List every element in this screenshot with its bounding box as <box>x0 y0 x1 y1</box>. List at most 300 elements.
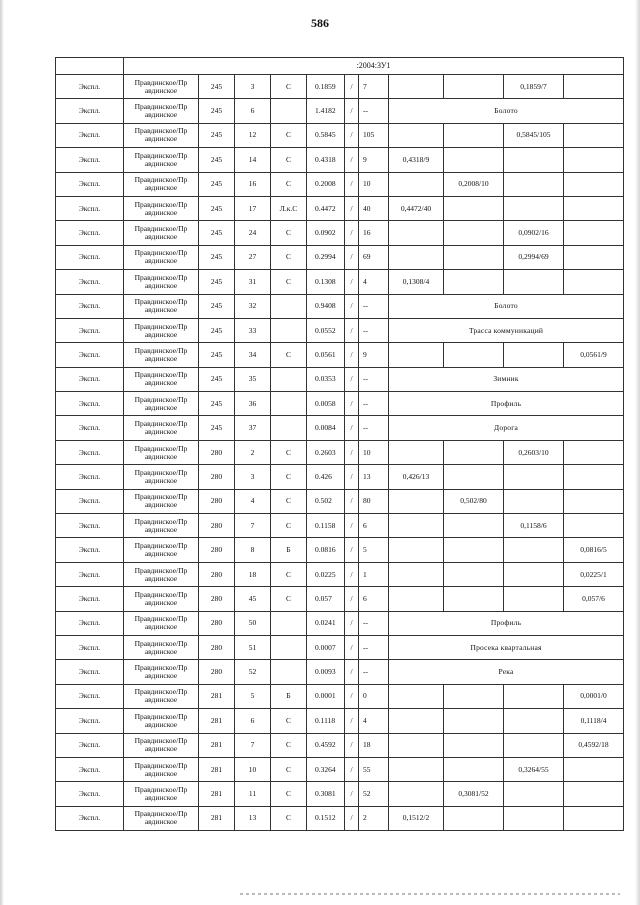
cell-value-col3 <box>504 148 564 172</box>
cell-value-col4: 0,0225/1 <box>564 562 624 586</box>
cell-value-col1: 0,4472/40 <box>389 196 444 220</box>
cell-note: Трасса коммуникаций <box>389 318 624 342</box>
cell-category: С <box>271 733 307 757</box>
table-row <box>56 684 624 708</box>
cell-forestry: Правдинское/Пр авдинское <box>124 221 199 245</box>
cell-category <box>271 99 307 123</box>
table-row <box>56 75 624 99</box>
cell-value-col3 <box>504 806 564 830</box>
cell-area: 0.4472 <box>307 196 345 220</box>
table-row <box>56 270 624 294</box>
table-row <box>56 392 624 416</box>
cell-category <box>271 635 307 659</box>
cell-value-col1 <box>389 684 444 708</box>
cell-value-col1: 0,426/13 <box>389 465 444 489</box>
cell-count: 52 <box>359 782 389 806</box>
cell-count: 4 <box>359 709 389 733</box>
cell-value-col3 <box>504 782 564 806</box>
table-row <box>56 440 624 464</box>
cell-separator: / <box>345 733 359 757</box>
cell-area: 0.0001 <box>307 684 345 708</box>
cell-category: Л.к.С <box>271 196 307 220</box>
cell-separator: / <box>345 684 359 708</box>
table-row <box>56 660 624 684</box>
table-row <box>56 806 624 830</box>
cell-value-col3 <box>504 196 564 220</box>
table-row <box>56 733 624 757</box>
cell-value-col4 <box>564 489 624 513</box>
table-row <box>56 538 624 562</box>
cell-category: С <box>271 172 307 196</box>
cell-area: 0.2008 <box>307 172 345 196</box>
table-row <box>56 343 624 367</box>
cell-area: 0.0552 <box>307 318 345 342</box>
cell-value-col3 <box>504 684 564 708</box>
cell-area: 0.3081 <box>307 782 345 806</box>
cell-usage-type: Экспл. <box>56 489 124 513</box>
cell-value-col1 <box>389 245 444 269</box>
cell-area: 0.502 <box>307 489 345 513</box>
cell-value-col1 <box>389 489 444 513</box>
cell-value-col1: 0,4318/9 <box>389 148 444 172</box>
forest-parcel-table <box>55 57 624 831</box>
cell-kvartal: 280 <box>199 440 235 464</box>
scan-edge-left <box>0 0 4 905</box>
cell-separator: / <box>345 440 359 464</box>
cell-category: Б <box>271 538 307 562</box>
cell-value-col2 <box>444 123 504 147</box>
cell-category: С <box>271 270 307 294</box>
cell-area: 0.0241 <box>307 611 345 635</box>
cell-value-col1 <box>389 440 444 464</box>
cell-value-col2 <box>444 343 504 367</box>
cell-value-col3 <box>504 733 564 757</box>
cell-vydel: 3 <box>235 465 271 489</box>
cell-forestry: Правдинское/Пр авдинское <box>124 196 199 220</box>
cell-value-col4 <box>564 440 624 464</box>
cell-value-col3: 0,0902/16 <box>504 221 564 245</box>
cell-usage-type: Экспл. <box>56 294 124 318</box>
table-row <box>56 757 624 781</box>
table-row <box>56 514 624 538</box>
table-row <box>56 172 624 196</box>
cell-count: -- <box>359 318 389 342</box>
cell-usage-type: Экспл. <box>56 440 124 464</box>
cell-kvartal: 245 <box>199 294 235 318</box>
cell-value-col1: 0,1308/4 <box>389 270 444 294</box>
cell-kvartal: 245 <box>199 392 235 416</box>
cell-usage-type: Экспл. <box>56 782 124 806</box>
cell-forestry: Правдинское/Пр авдинское <box>124 75 199 99</box>
cell-forestry: Правдинское/Пр авдинское <box>124 538 199 562</box>
cell-value-col4: 0,0001/0 <box>564 684 624 708</box>
cell-value-col1: 0,1512/2 <box>389 806 444 830</box>
table-row <box>56 782 624 806</box>
cell-value-col2: 0,2008/10 <box>444 172 504 196</box>
cell-count: 9 <box>359 148 389 172</box>
cell-count: -- <box>359 392 389 416</box>
cell-vydel: 35 <box>235 367 271 391</box>
cell-usage-type: Экспл. <box>56 148 124 172</box>
cell-usage-type: Экспл. <box>56 123 124 147</box>
cell-usage-type: Экспл. <box>56 611 124 635</box>
cell-forestry: Правдинское/Пр авдинское <box>124 587 199 611</box>
cell-separator: / <box>345 538 359 562</box>
cell-value-col4 <box>564 806 624 830</box>
cell-note: Болото <box>389 99 624 123</box>
cell-kvartal: 281 <box>199 757 235 781</box>
cell-vydel: 13 <box>235 806 271 830</box>
cell-value-col3 <box>504 270 564 294</box>
cell-count: 7 <box>359 75 389 99</box>
cell-usage-type: Экспл. <box>56 75 124 99</box>
cell-value-col4 <box>564 172 624 196</box>
cell-vydel: 5 <box>235 684 271 708</box>
cell-usage-type: Экспл. <box>56 343 124 367</box>
cell-vydel: 4 <box>235 489 271 513</box>
cell-category: С <box>271 221 307 245</box>
cell-value-col2: 0,3081/52 <box>444 782 504 806</box>
cell-kvartal: 281 <box>199 733 235 757</box>
cell-forestry: Правдинское/Пр авдинское <box>124 318 199 342</box>
scan-artifact <box>240 893 620 895</box>
cell-forestry: Правдинское/Пр авдинское <box>124 782 199 806</box>
cell-usage-type: Экспл. <box>56 318 124 342</box>
cell-forestry: Правдинское/Пр авдинское <box>124 465 199 489</box>
cell-usage-type: Экспл. <box>56 392 124 416</box>
cell-value-col1 <box>389 562 444 586</box>
cell-category: С <box>271 123 307 147</box>
cell-area: 0.4592 <box>307 733 345 757</box>
cell-value-col3 <box>504 489 564 513</box>
cell-area: 0.0353 <box>307 367 345 391</box>
cell-value-col2 <box>444 757 504 781</box>
table-header-title: :2004:ЗУ1 <box>124 58 624 75</box>
cell-value-col4 <box>564 245 624 269</box>
cell-value-col4: 0,057/6 <box>564 587 624 611</box>
cell-category: С <box>271 709 307 733</box>
cell-separator: / <box>345 514 359 538</box>
cell-separator: / <box>345 196 359 220</box>
cell-area: 0.3264 <box>307 757 345 781</box>
cell-forestry: Правдинское/Пр авдинское <box>124 684 199 708</box>
cell-vydel: 50 <box>235 611 271 635</box>
cell-value-col2 <box>444 270 504 294</box>
cell-count: 0 <box>359 684 389 708</box>
cell-category: С <box>271 562 307 586</box>
cell-count: 5 <box>359 538 389 562</box>
cell-category: С <box>271 489 307 513</box>
cell-value-col4 <box>564 270 624 294</box>
cell-separator: / <box>345 270 359 294</box>
cell-usage-type: Экспл. <box>56 684 124 708</box>
cell-usage-type: Экспл. <box>56 465 124 489</box>
table-row <box>56 123 624 147</box>
cell-value-col2 <box>444 709 504 733</box>
cell-value-col1 <box>389 343 444 367</box>
cell-value-col3 <box>504 538 564 562</box>
cell-area: 0.2994 <box>307 245 345 269</box>
cell-vydel: 52 <box>235 660 271 684</box>
cell-vydel: 31 <box>235 270 271 294</box>
cell-value-col3: 0,1859/7 <box>504 75 564 99</box>
cell-usage-type: Экспл. <box>56 709 124 733</box>
cell-value-col3 <box>504 562 564 586</box>
cell-note: Дорога <box>389 416 624 440</box>
cell-separator: / <box>345 221 359 245</box>
cell-separator: / <box>345 148 359 172</box>
cell-kvartal: 280 <box>199 562 235 586</box>
cell-value-col3 <box>504 587 564 611</box>
cell-note: Профиль <box>389 611 624 635</box>
cell-category: С <box>271 245 307 269</box>
cell-count: 4 <box>359 270 389 294</box>
cell-usage-type: Экспл. <box>56 270 124 294</box>
cell-separator: / <box>345 294 359 318</box>
cell-category <box>271 294 307 318</box>
cell-value-col1 <box>389 123 444 147</box>
table-row <box>56 709 624 733</box>
cell-vydel: 8 <box>235 538 271 562</box>
cell-category <box>271 660 307 684</box>
cell-usage-type: Экспл. <box>56 538 124 562</box>
cell-count: -- <box>359 611 389 635</box>
cell-usage-type: Экспл. <box>56 172 124 196</box>
cell-vydel: 7 <box>235 514 271 538</box>
table-row <box>56 465 624 489</box>
cell-category: С <box>271 148 307 172</box>
cell-area: 0.4318 <box>307 148 345 172</box>
cell-kvartal: 245 <box>199 75 235 99</box>
cell-area: 0.1308 <box>307 270 345 294</box>
table-row <box>56 489 624 513</box>
cell-value-col2 <box>444 245 504 269</box>
cell-forestry: Правдинское/Пр авдинское <box>124 733 199 757</box>
cell-vydel: 7 <box>235 733 271 757</box>
cell-separator: / <box>345 99 359 123</box>
cell-value-col4 <box>564 514 624 538</box>
cell-usage-type: Экспл. <box>56 99 124 123</box>
cell-kvartal: 245 <box>199 221 235 245</box>
cell-category <box>271 367 307 391</box>
cell-count: -- <box>359 416 389 440</box>
cell-separator: / <box>345 123 359 147</box>
cell-count: 16 <box>359 221 389 245</box>
cell-value-col4 <box>564 221 624 245</box>
cell-category: С <box>271 465 307 489</box>
cell-kvartal: 245 <box>199 245 235 269</box>
page-number: 586 <box>311 16 329 30</box>
cell-vydel: 34 <box>235 343 271 367</box>
cell-vydel: 6 <box>235 99 271 123</box>
cell-vydel: 27 <box>235 245 271 269</box>
cell-kvartal: 280 <box>199 465 235 489</box>
cell-value-col2 <box>444 562 504 586</box>
cell-kvartal: 245 <box>199 318 235 342</box>
cell-category: С <box>271 440 307 464</box>
cell-kvartal: 245 <box>199 148 235 172</box>
cell-kvartal: 280 <box>199 587 235 611</box>
cell-value-col4: 0,1118/4 <box>564 709 624 733</box>
cell-note: Профиль <box>389 392 624 416</box>
table-row <box>56 318 624 342</box>
cell-value-col2: 0,502/80 <box>444 489 504 513</box>
cell-kvartal: 280 <box>199 611 235 635</box>
cell-vydel: 51 <box>235 635 271 659</box>
cell-value-col2 <box>444 733 504 757</box>
cell-forestry: Правдинское/Пр авдинское <box>124 148 199 172</box>
cell-note: Болото <box>389 294 624 318</box>
cell-vydel: 14 <box>235 148 271 172</box>
cell-count: 6 <box>359 514 389 538</box>
cell-category: С <box>271 75 307 99</box>
cell-forestry: Правдинское/Пр авдинское <box>124 294 199 318</box>
cell-forestry: Правдинское/Пр авдинское <box>124 562 199 586</box>
cell-usage-type: Экспл. <box>56 367 124 391</box>
cell-separator: / <box>345 416 359 440</box>
cell-area: 0.1859 <box>307 75 345 99</box>
cell-area: 0.0225 <box>307 562 345 586</box>
cell-separator: / <box>345 367 359 391</box>
cell-separator: / <box>345 782 359 806</box>
cell-note: Зимник <box>389 367 624 391</box>
cell-forestry: Правдинское/Пр авдинское <box>124 611 199 635</box>
cell-count: 2 <box>359 806 389 830</box>
cell-count: -- <box>359 635 389 659</box>
cell-separator: / <box>345 635 359 659</box>
cell-kvartal: 245 <box>199 343 235 367</box>
cell-area: 0.1158 <box>307 514 345 538</box>
cell-separator: / <box>345 318 359 342</box>
cell-value-col3 <box>504 172 564 196</box>
cell-value-col3: 0,3264/55 <box>504 757 564 781</box>
cell-kvartal: 281 <box>199 709 235 733</box>
cell-value-col1 <box>389 709 444 733</box>
cell-kvartal: 281 <box>199 806 235 830</box>
cell-kvartal: 280 <box>199 660 235 684</box>
cell-forestry: Правдинское/Пр авдинское <box>124 635 199 659</box>
cell-value-col1 <box>389 757 444 781</box>
cell-value-col1 <box>389 172 444 196</box>
cell-category: С <box>271 343 307 367</box>
cell-value-col1 <box>389 733 444 757</box>
cell-forestry: Правдинское/Пр авдинское <box>124 99 199 123</box>
cell-value-col2 <box>444 514 504 538</box>
cell-count: 80 <box>359 489 389 513</box>
cell-value-col3: 0,2603/10 <box>504 440 564 464</box>
cell-area: 0.1118 <box>307 709 345 733</box>
cell-usage-type: Экспл. <box>56 587 124 611</box>
cell-count: -- <box>359 294 389 318</box>
cell-separator: / <box>345 392 359 416</box>
cell-kvartal: 280 <box>199 489 235 513</box>
cell-separator: / <box>345 172 359 196</box>
cell-value-col2 <box>444 538 504 562</box>
cell-category <box>271 611 307 635</box>
cell-usage-type: Экспл. <box>56 196 124 220</box>
table-row <box>56 635 624 659</box>
cell-count: 105 <box>359 123 389 147</box>
cell-area: 0.0084 <box>307 416 345 440</box>
cell-usage-type: Экспл. <box>56 660 124 684</box>
cell-area: 0.0816 <box>307 538 345 562</box>
cell-category <box>271 392 307 416</box>
cell-area: 0.0007 <box>307 635 345 659</box>
cell-value-col1 <box>389 538 444 562</box>
cell-forestry: Правдинское/Пр авдинское <box>124 709 199 733</box>
table-row <box>56 294 624 318</box>
cell-vydel: 10 <box>235 757 271 781</box>
cell-usage-type: Экспл. <box>56 757 124 781</box>
cell-vydel: 45 <box>235 587 271 611</box>
cell-count: 10 <box>359 440 389 464</box>
cell-kvartal: 245 <box>199 270 235 294</box>
cell-forestry: Правдинское/Пр авдинское <box>124 270 199 294</box>
cell-count: 69 <box>359 245 389 269</box>
table-row <box>56 221 624 245</box>
cell-value-col4 <box>564 148 624 172</box>
cell-usage-type: Экспл. <box>56 416 124 440</box>
cell-separator: / <box>345 562 359 586</box>
cell-category: С <box>271 806 307 830</box>
cell-kvartal: 280 <box>199 538 235 562</box>
cell-value-col3: 0,1158/6 <box>504 514 564 538</box>
cell-vydel: 17 <box>235 196 271 220</box>
scan-edge-right <box>635 0 640 905</box>
table-row <box>56 148 624 172</box>
cell-forestry: Правдинское/Пр авдинское <box>124 392 199 416</box>
cell-usage-type: Экспл. <box>56 245 124 269</box>
cell-value-col2 <box>444 75 504 99</box>
cell-kvartal: 281 <box>199 684 235 708</box>
cell-kvartal: 245 <box>199 99 235 123</box>
table-row <box>56 367 624 391</box>
cell-value-col2 <box>444 196 504 220</box>
cell-value-col3: 0,5845/105 <box>504 123 564 147</box>
cell-vydel: 16 <box>235 172 271 196</box>
cell-value-col4: 0,0561/9 <box>564 343 624 367</box>
cell-category: С <box>271 587 307 611</box>
cell-forestry: Правдинское/Пр авдинское <box>124 514 199 538</box>
cell-value-col1 <box>389 221 444 245</box>
cell-vydel: 37 <box>235 416 271 440</box>
cell-value-col2 <box>444 440 504 464</box>
cell-count: 10 <box>359 172 389 196</box>
cell-vydel: 3 <box>235 75 271 99</box>
cell-count: 6 <box>359 587 389 611</box>
table-row <box>56 245 624 269</box>
cell-usage-type: Экспл. <box>56 733 124 757</box>
cell-area: 0.057 <box>307 587 345 611</box>
cell-forestry: Правдинское/Пр авдинское <box>124 440 199 464</box>
cell-kvartal: 245 <box>199 123 235 147</box>
cell-vydel: 18 <box>235 562 271 586</box>
cell-usage-type: Экспл. <box>56 806 124 830</box>
cell-vydel: 24 <box>235 221 271 245</box>
cell-value-col2 <box>444 684 504 708</box>
cell-value-col4 <box>564 757 624 781</box>
cell-separator: / <box>345 660 359 684</box>
cell-kvartal: 245 <box>199 416 235 440</box>
table-row <box>56 416 624 440</box>
cell-vydel: 33 <box>235 318 271 342</box>
cell-value-col3 <box>504 343 564 367</box>
cell-category: С <box>271 757 307 781</box>
cell-value-col4: 0,4592/18 <box>564 733 624 757</box>
table-row <box>56 196 624 220</box>
cell-value-col3 <box>504 465 564 489</box>
cell-value-col2 <box>444 221 504 245</box>
